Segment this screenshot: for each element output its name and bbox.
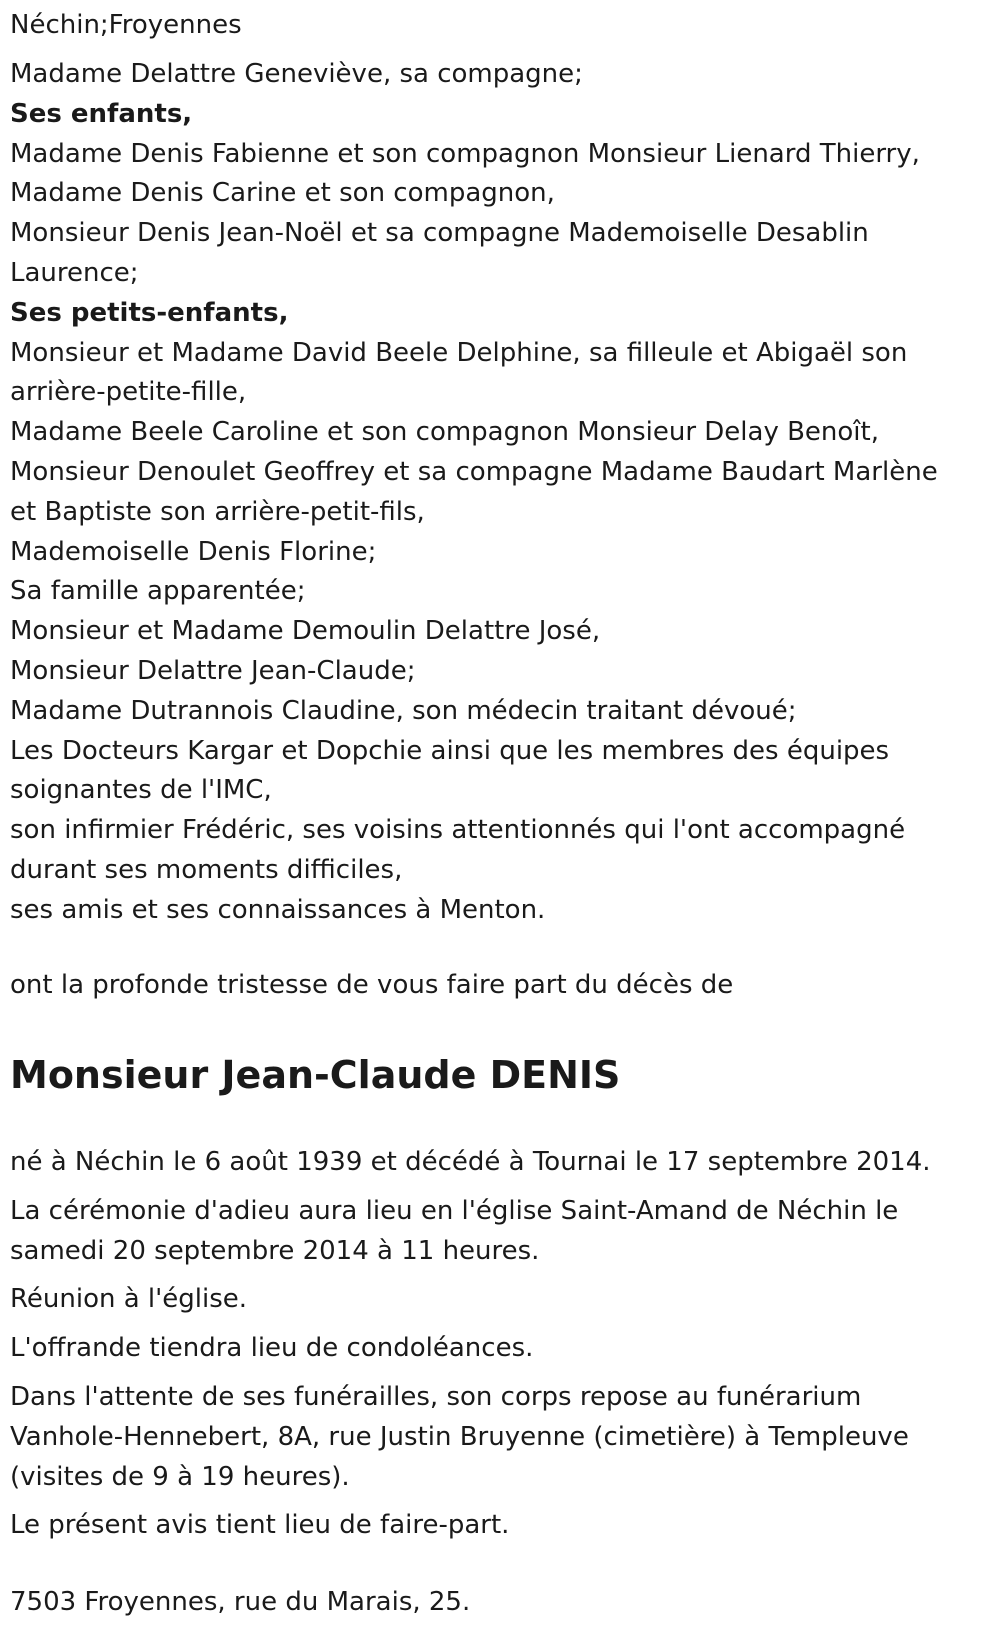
family-line: Monsieur Delattre Jean-Claude; — [10, 655, 416, 686]
detail-paragraph — [10, 1329, 985, 1369]
family-line: Madame Dutrannois Claudine, son médecin traitant dévoué; — [10, 695, 797, 726]
detail-paragraph — [10, 1378, 985, 1497]
family-line: arrière-petite-fille, — [10, 377, 247, 408]
family-line: Laurence; — [10, 257, 139, 288]
deceased-name: Monsieur Jean-Claude DENIS — [10, 1053, 621, 1097]
family-line: Monsieur Denoulet Geoffrey et sa compagne Madame Baudart Marlène — [10, 456, 938, 487]
detail-line: né à Néchin le 6 août 1939 et décédé à Tournai le 17 septembre 2014. — [10, 1147, 931, 1177]
family-section-heading: Ses enfants, — [10, 98, 193, 129]
family-line: ses amis et ses connaissances à Menton. — [10, 894, 546, 925]
family-line: Madame Denis Fabienne et son compagnon Monsieur Lienard Thierry, — [10, 138, 920, 169]
family-line: son infirmier Frédéric, ses voisins attentionnés qui l'ont accompagné — [10, 815, 906, 846]
family-section-heading: Ses petits-enfants, — [10, 297, 289, 328]
location-header: Néchin;Froyennes — [10, 10, 242, 40]
detail-line: samedi 20 septembre 2014 à 11 heures. — [10, 1235, 540, 1266]
detail-line: La cérémonie d'adieu aura lieu en l'église Saint-Amand de Néchin le — [10, 1195, 899, 1226]
family-line: Monsieur Denis Jean-Noël et sa compagne Mademoiselle Desablin — [10, 218, 869, 249]
detail-paragraph — [10, 1280, 985, 1320]
detail-line: (visites de 9 à 19 heures). — [10, 1461, 350, 1492]
family-line: durant ses moments difficiles, — [10, 854, 403, 885]
detail-line: Réunion à l'église. — [10, 1284, 248, 1315]
detail-line: Vanhole-Hennebert, 8A, rue Justin Bruyenne (cimetière) à Templeuve — [10, 1421, 909, 1452]
funeral-details — [10, 1143, 985, 1555]
family-list — [10, 55, 985, 931]
detail-paragraph — [10, 1143, 985, 1183]
detail-paragraph — [10, 1192, 985, 1272]
family-line: Monsieur et Madame Demoulin Delattre José, — [10, 616, 601, 647]
family-line: Madame Beele Caroline et son compagnon Monsieur Delay Benoît, — [10, 417, 879, 448]
family-line: Madame Delattre Geneviève, sa compagne; — [10, 59, 583, 89]
family-line: Sa famille apparentée; — [10, 576, 306, 607]
family-line: Les Docteurs Kargar et Dopchie ainsi que les membres des équipes — [10, 735, 890, 766]
detail-paragraph — [10, 1506, 985, 1546]
detail-line: Dans l'attente de ses funérailles, son corps repose au funérarium — [10, 1381, 862, 1412]
family-line: Mademoiselle Denis Florine; — [10, 536, 377, 567]
detail-line: L'offrande tiendra lieu de condoléances. — [10, 1333, 534, 1364]
announcement-intro: ont la profonde tristesse de vous faire part du décès de — [10, 970, 734, 1000]
family-address: 7503 Froyennes, rue du Marais, 25. — [10, 1587, 471, 1617]
family-line: et Baptiste son arrière-petit-fils, — [10, 496, 425, 527]
detail-line: Le présent avis tient lieu de faire-part. — [10, 1510, 510, 1541]
family-line: Monsieur et Madame David Beele Delphine, sa filleule et Abigaël son — [10, 337, 908, 368]
family-line: Madame Denis Carine et son compagnon, — [10, 178, 555, 209]
family-line: soignantes de l'IMC, — [10, 775, 272, 806]
